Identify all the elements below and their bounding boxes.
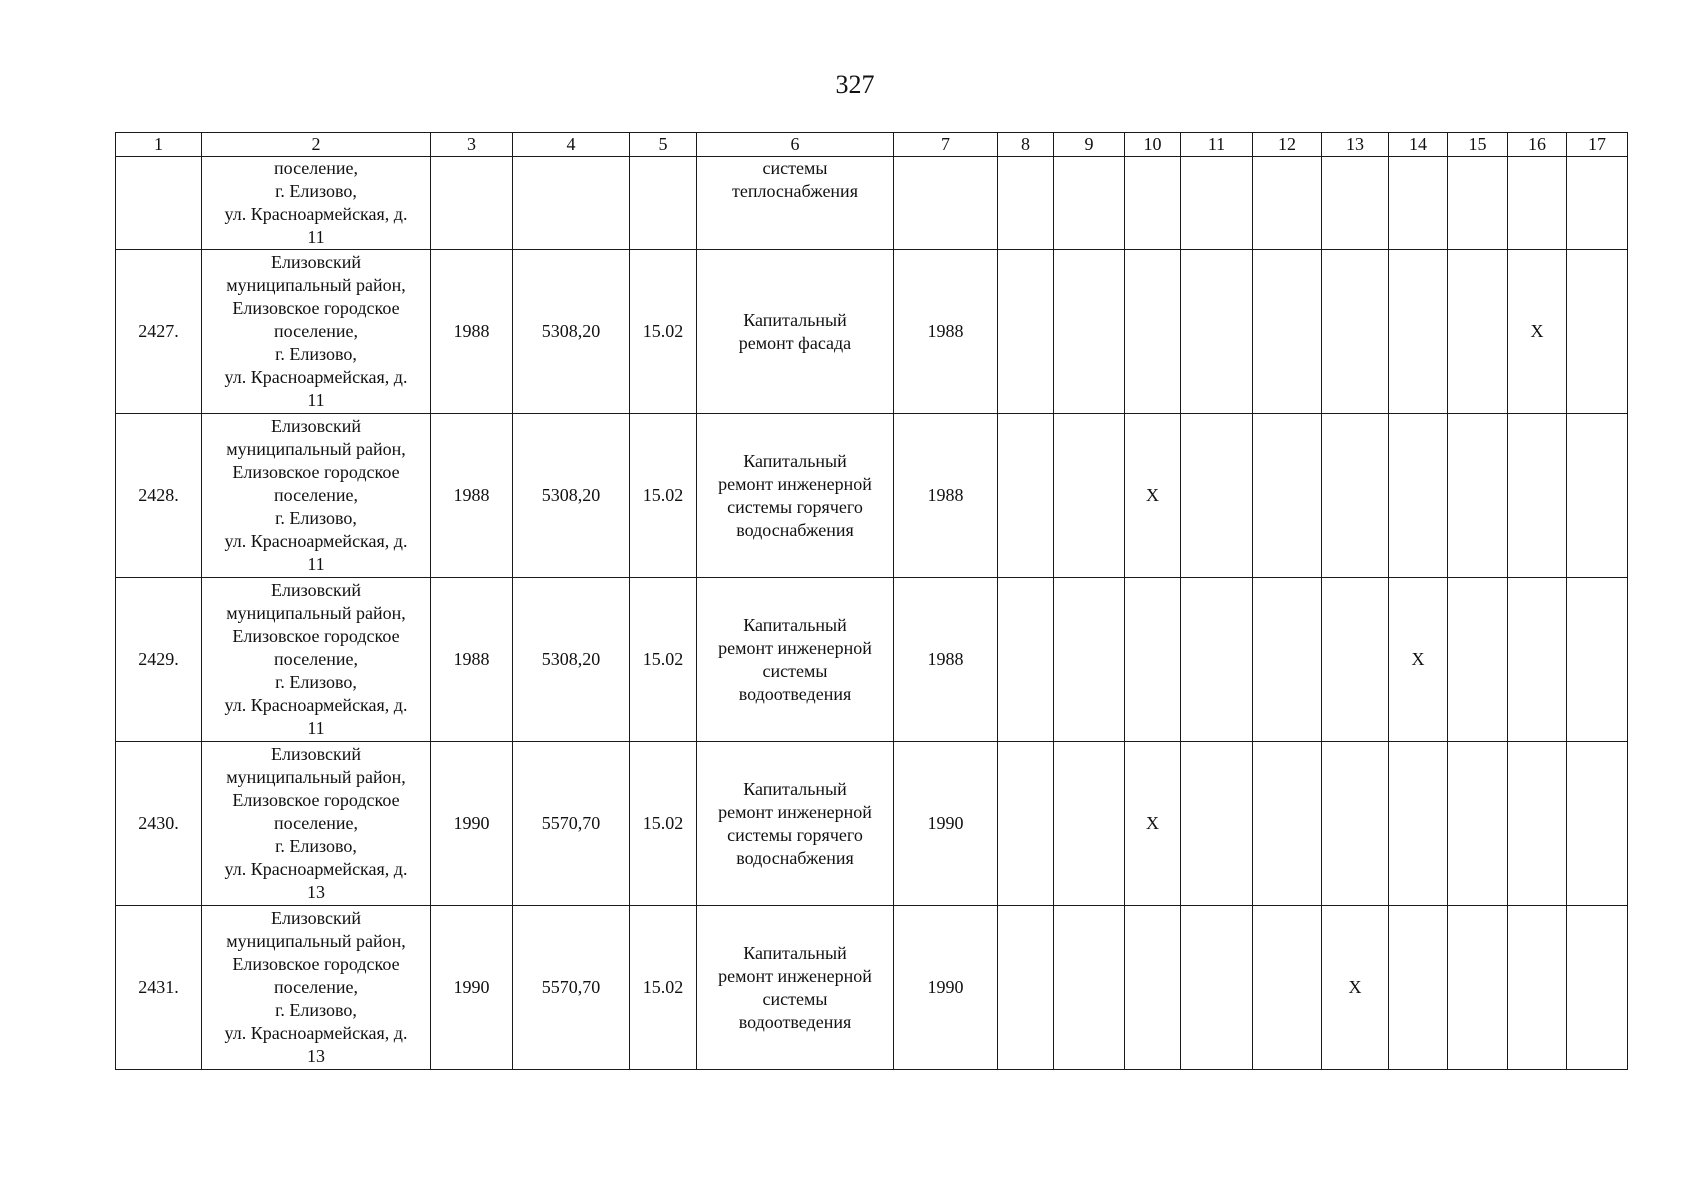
mark-cell — [1448, 742, 1508, 906]
mark-cell — [1448, 906, 1508, 1070]
mark-cell — [1181, 742, 1253, 906]
column-number-header: 13 — [1322, 133, 1389, 157]
mark-cell — [1567, 250, 1628, 414]
column-number-header: 9 — [1054, 133, 1125, 157]
column-number-header: 17 — [1567, 133, 1628, 157]
code-cell: 15.02 — [630, 742, 697, 906]
address-cell: Елизовский муниципальный район, Елизовское городское поселение, г. Елизово, ул. Красноармейская, д. 11 — [202, 578, 431, 742]
mark-cell — [1448, 250, 1508, 414]
build-year-cell: 1990 — [431, 742, 513, 906]
mark-cell: X — [1125, 742, 1181, 906]
code-cell: 15.02 — [630, 250, 697, 414]
mark-cell — [1448, 414, 1508, 578]
mark-cell — [1125, 250, 1181, 414]
registry-table — [115, 132, 1628, 1070]
area-cell: 5308,20 — [513, 578, 630, 742]
page-number: 327 — [835, 70, 875, 99]
build-year-cell: 1988 — [431, 414, 513, 578]
mark-cell — [998, 906, 1054, 1070]
address-cell: Елизовский муниципальный район, Елизовское городское поселение, г. Елизово, ул. Красноармейская, д. 13 — [202, 742, 431, 906]
mark-cell — [1181, 250, 1253, 414]
mark-cell — [1253, 250, 1322, 414]
column-number-header: 15 — [1448, 133, 1508, 157]
planned-year-cell: 1990 — [894, 906, 998, 1070]
mark-cell — [1253, 157, 1322, 250]
build-year-cell: 1990 — [431, 906, 513, 1070]
mark-cell — [998, 250, 1054, 414]
mark-cell — [1389, 414, 1448, 578]
mark-cell — [1253, 742, 1322, 906]
column-number-header: 12 — [1253, 133, 1322, 157]
code-cell: 15.02 — [630, 906, 697, 1070]
planned-year-cell: 1988 — [894, 578, 998, 742]
mark-cell — [998, 742, 1054, 906]
mark-cell — [1181, 414, 1253, 578]
column-number-header: 5 — [630, 133, 697, 157]
mark-cell — [1508, 906, 1567, 1070]
planned-year-cell: 1988 — [894, 250, 998, 414]
mark-cell — [1125, 906, 1181, 1070]
mark-cell — [1389, 157, 1448, 250]
work-type-cell: системы теплоснабжения — [697, 157, 894, 250]
mark-cell — [1054, 578, 1125, 742]
build-year-cell: 1988 — [431, 578, 513, 742]
build-year-cell: 1988 — [431, 250, 513, 414]
address-cell: Елизовский муниципальный район, Елизовское городское поселение, г. Елизово, ул. Красноармейская, д. 11 — [202, 250, 431, 414]
area-cell: 5570,70 — [513, 906, 630, 1070]
row-number-cell: 2431. — [116, 906, 202, 1070]
mark-cell — [1567, 742, 1628, 906]
mark-cell — [998, 578, 1054, 742]
mark-cell — [1389, 906, 1448, 1070]
mark-cell — [1389, 742, 1448, 906]
mark-cell — [1322, 578, 1389, 742]
mark-cell — [1181, 906, 1253, 1070]
mark-cell — [1181, 578, 1253, 742]
column-number-header: 3 — [431, 133, 513, 157]
mark-cell — [1508, 157, 1567, 250]
mark-cell — [1054, 906, 1125, 1070]
column-number-header: 1 — [116, 133, 202, 157]
mark-cell — [1054, 414, 1125, 578]
mark-cell — [1567, 906, 1628, 1070]
address-cell: Елизовский муниципальный район, Елизовское городское поселение, г. Елизово, ул. Красноармейская, д. 11 — [202, 414, 431, 578]
code-cell: 15.02 — [630, 578, 697, 742]
mark-cell — [1508, 578, 1567, 742]
mark-cell — [1125, 578, 1181, 742]
mark-cell — [1125, 157, 1181, 250]
row-number-cell: 2429. — [116, 578, 202, 742]
mark-cell — [1322, 742, 1389, 906]
mark-cell: X — [1389, 578, 1448, 742]
planned-year-cell: 1990 — [894, 742, 998, 906]
column-number-header: 7 — [894, 133, 998, 157]
work-type-cell: Капитальный ремонт инженерной системы горячего водоснабжения — [697, 742, 894, 906]
table-row — [116, 414, 1628, 578]
row-number-cell: 2427. — [116, 250, 202, 414]
column-number-header: 14 — [1389, 133, 1448, 157]
table-row — [116, 906, 1628, 1070]
area-cell: 5570,70 — [513, 742, 630, 906]
area-cell: 5308,20 — [513, 414, 630, 578]
mark-cell — [1567, 578, 1628, 742]
mark-cell: X — [1322, 906, 1389, 1070]
mark-cell — [1253, 578, 1322, 742]
mark-cell — [1567, 157, 1628, 250]
mark-cell — [1508, 414, 1567, 578]
area-cell: 5308,20 — [513, 250, 630, 414]
column-number-header: 10 — [1125, 133, 1181, 157]
mark-cell — [1054, 742, 1125, 906]
column-number-header: 4 — [513, 133, 630, 157]
row-number-cell — [116, 157, 202, 250]
continuation-row — [116, 157, 1628, 250]
mark-cell — [1322, 414, 1389, 578]
planned-year-cell — [894, 157, 998, 250]
table-row — [116, 578, 1628, 742]
row-number-cell: 2428. — [116, 414, 202, 578]
code-cell: 15.02 — [630, 414, 697, 578]
address-cell: Елизовский муниципальный район, Елизовское городское поселение, г. Елизово, ул. Красноармейская, д. 13 — [202, 906, 431, 1070]
table-row — [116, 250, 1628, 414]
work-type-cell: Капитальный ремонт инженерной системы горячего водоснабжения — [697, 414, 894, 578]
mark-cell — [1253, 906, 1322, 1070]
mark-cell — [1253, 414, 1322, 578]
address-cell: поселение, г. Елизово, ул. Красноармейская, д. 11 — [202, 157, 431, 250]
column-number-row — [116, 133, 1628, 157]
mark-cell: X — [1125, 414, 1181, 578]
work-type-cell: Капитальный ремонт инженерной системы водоотведения — [697, 906, 894, 1070]
mark-cell — [998, 414, 1054, 578]
column-number-header: 2 — [202, 133, 431, 157]
mark-cell — [1181, 157, 1253, 250]
mark-cell — [1508, 742, 1567, 906]
planned-year-cell: 1988 — [894, 414, 998, 578]
mark-cell — [1054, 157, 1125, 250]
mark-cell — [1054, 250, 1125, 414]
code-cell — [630, 157, 697, 250]
mark-cell — [1448, 157, 1508, 250]
column-number-header: 6 — [697, 133, 894, 157]
table-row — [116, 742, 1628, 906]
mark-cell — [998, 157, 1054, 250]
row-number-cell: 2430. — [116, 742, 202, 906]
work-type-cell: Капитальный ремонт фасада — [697, 250, 894, 414]
area-cell — [513, 157, 630, 250]
mark-cell — [1322, 250, 1389, 414]
column-number-header: 8 — [998, 133, 1054, 157]
mark-cell — [1567, 414, 1628, 578]
column-number-header: 16 — [1508, 133, 1567, 157]
build-year-cell — [431, 157, 513, 250]
column-number-header: 11 — [1181, 133, 1253, 157]
mark-cell: X — [1508, 250, 1567, 414]
mark-cell — [1389, 250, 1448, 414]
mark-cell — [1448, 578, 1508, 742]
work-type-cell: Капитальный ремонт инженерной системы водоотведения — [697, 578, 894, 742]
mark-cell — [1322, 157, 1389, 250]
